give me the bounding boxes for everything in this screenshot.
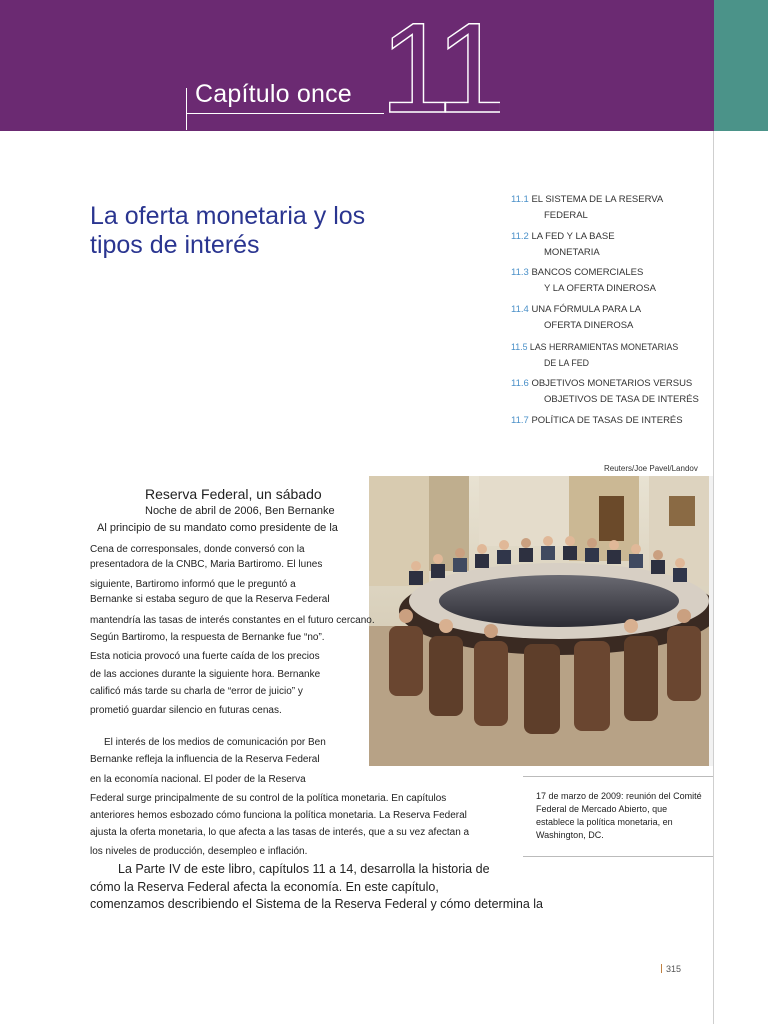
- chapter-tick-line: [186, 88, 187, 130]
- chapter-title: La oferta monetaria y los tipos de interés: [90, 202, 366, 259]
- toc-label: EL SISTEMA DE LA RESERVA: [531, 194, 664, 205]
- photo-credit: Reuters/Joe Pavel/Landov: [604, 464, 698, 473]
- body-line: en la economía nacional. El poder de la Reserva: [90, 774, 306, 785]
- section-heading: Reserva Federal, un sábado: [145, 486, 322, 502]
- body-line: los niveles de producción, desempleo e inflación.: [90, 846, 308, 857]
- body-line: siguiente, Bartiromo informó que le preguntó a: [90, 579, 296, 590]
- body-line: Bernanke si estaba seguro de que la Reserva Federal: [90, 594, 330, 605]
- toc-item[interactable]: [511, 192, 711, 224]
- page-number-value: 315: [666, 964, 682, 974]
- toc-number: 11.6: [511, 378, 529, 389]
- toc-label-cont: OFERTA DINEROSA: [544, 320, 634, 331]
- toc-label: UNA FÓRMULA PARA LA: [531, 304, 642, 315]
- body-line-large: cómo la Reserva Federal afecta la economía. En este capítulo,: [90, 880, 439, 894]
- toc-item[interactable]: [511, 265, 711, 297]
- body-line-large: comenzamos describiendo el Sistema de la Reserva Federal y cómo determina la: [90, 897, 543, 911]
- toc-label: LAS HERRAMIENTAS MONETARIAS: [529, 342, 679, 352]
- chapter-header-band: [0, 0, 714, 131]
- chapter-label: Capítulo once: [195, 80, 352, 108]
- toc-number: 11.2: [511, 231, 529, 242]
- toc-label-cont: Y LA OFERTA DINEROSA: [544, 283, 656, 294]
- chapter-number-outline: [380, 0, 500, 135]
- toc-label: OBJETIVOS MONETARIOS VERSUS: [531, 378, 693, 389]
- body-line: prometió guardar silencio en futuras cenas.: [90, 705, 282, 716]
- toc-label: POLÍTICA DE TASAS DE INTERÉS: [531, 415, 683, 426]
- toc-item[interactable]: [511, 229, 711, 261]
- toc-label-cont: DE LA FED: [544, 358, 589, 368]
- body-line: Esta noticia provocó una fuerte caída de los precios: [90, 651, 320, 662]
- body-line: anteriores hemos esbozado cómo funciona la política monetaria. La Reserva Federal: [90, 810, 467, 821]
- toc-label: BANCOS COMERCIALES: [531, 267, 644, 278]
- body-line: calificó más tarde su charla de “error de juicio” y: [90, 686, 303, 697]
- toc-item[interactable]: [511, 302, 711, 334]
- toc-label-cont: OBJETIVOS DE TASA DE INTERÉS: [544, 394, 699, 405]
- page-number: [661, 964, 681, 974]
- chapter-underline: [186, 113, 384, 114]
- body-line: ajusta la oferta monetaria, lo que afecta a las tasas de interés, que a su vez afectan a: [90, 827, 470, 838]
- toc-item[interactable]: [511, 376, 711, 408]
- page-number-bar: [661, 964, 662, 973]
- body-line: Cena de corresponsales, donde conversó con la: [90, 544, 305, 555]
- body-line: de las acciones durante la siguiente hora. Bernanke: [90, 669, 321, 680]
- caption-rule-top: [523, 776, 713, 777]
- toc-label-cont: MONETARIA: [544, 247, 600, 258]
- body-line: Según Bartiromo, la respuesta de Bernanke fue “no”.: [90, 632, 325, 643]
- toc-item[interactable]: [511, 339, 711, 371]
- margin-rule: [713, 131, 714, 1024]
- meeting-photo: [369, 476, 713, 766]
- body-line-large: La Parte IV de este libro, capítulos 11 a 14, desarrolla la historia de: [118, 862, 490, 876]
- chapter-color-tab: [714, 0, 768, 131]
- toc-label-cont: FEDERAL: [544, 210, 588, 221]
- body-line: El interés de los medios de comunicación por Ben: [104, 737, 326, 748]
- toc-number: 11.7: [511, 415, 529, 426]
- toc-number: 11.5: [511, 342, 528, 352]
- body-line: mantendría las tasas de interés constantes en el futuro cercano.: [90, 615, 375, 626]
- body-line: Bernanke refleja la influencia de la Reserva Federal: [90, 754, 320, 765]
- toc-number: 11.3: [511, 267, 529, 278]
- toc-label: LA FED Y LA BASE: [531, 231, 615, 242]
- toc-number: 11.1: [511, 194, 529, 205]
- toc-item[interactable]: [511, 413, 711, 429]
- caption-rule-bottom: [523, 856, 713, 857]
- body-line: Al principio de su mandato como presidente de la: [97, 522, 338, 534]
- toc-number: 11.4: [511, 304, 529, 315]
- chapter-number: 11: [380, 0, 500, 135]
- body-line: Noche de abril de 2006, Ben Bernanke: [145, 505, 335, 517]
- body-line: presentadora de la CNBC, Maria Bartiromo. El lunes: [90, 559, 323, 570]
- body-line: Federal surge principalmente de su control de la política monetaria. En capítulos: [90, 793, 447, 804]
- photo-caption: 17 de marzo de 2009: reunión del Comité Federal de Mercado Abierto, que establece la política monetaria, en Washington, DC.: [536, 791, 702, 840]
